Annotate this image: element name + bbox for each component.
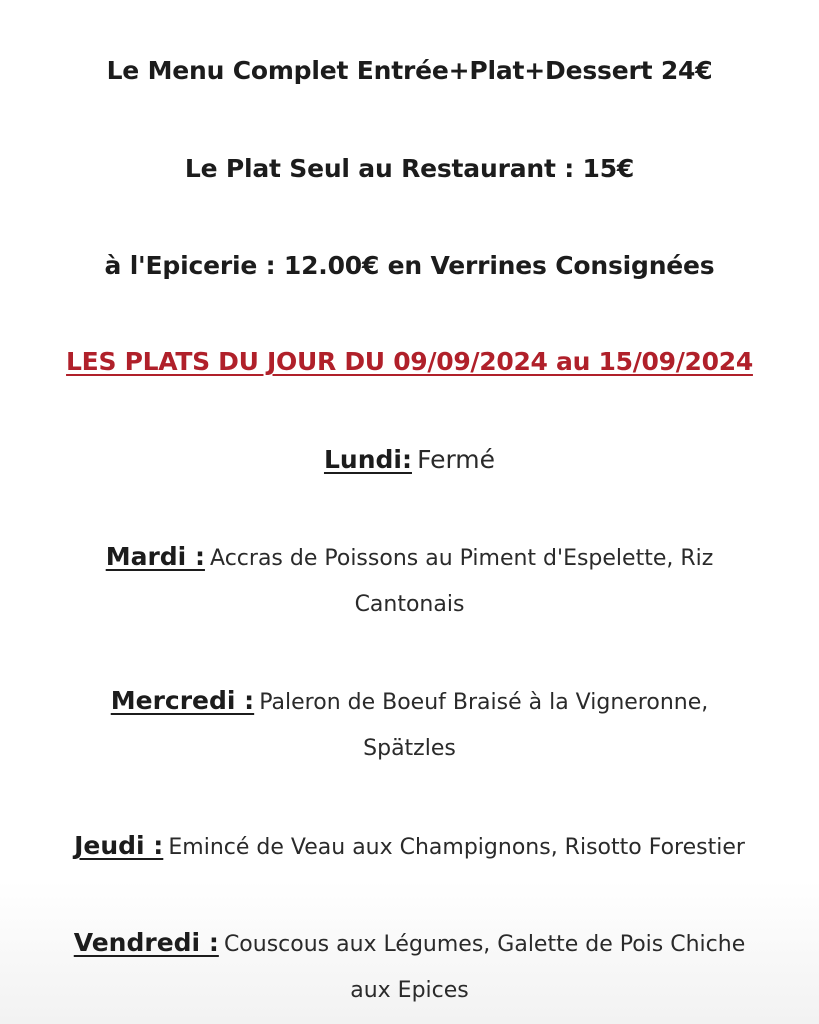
day-label-mercredi: Mercredi : — [110, 686, 255, 715]
day-lundi — [0, 445, 819, 474]
dish-mardi-line1: Accras de Poissons au Piment d'Espelette, Riz — [210, 546, 714, 571]
plat-seul-price: Le Plat Seul au Restaurant : 15€ — [184, 154, 635, 183]
dish-mardi-line2: Cantonais — [354, 592, 465, 617]
dish-jeudi: Emincé de Veau aux Champignons, Risotto Forestier — [168, 835, 745, 860]
day-vendredi — [0, 928, 819, 957]
day-label-lundi: Lundi: — [323, 445, 412, 474]
day-label-jeudi: Jeudi : — [74, 831, 164, 860]
epicerie-price: à l'Epicerie : 12.00€ en Verrines Consignées — [104, 251, 715, 280]
dish-mercredi-line1: Paleron de Boeuf Braisé à la Vigneronne, — [259, 690, 709, 715]
day-mercredi — [0, 686, 819, 715]
week-header: LES PLATS DU JOUR DU 09/09/2024 au 15/09/2024 — [66, 347, 753, 376]
day-jeudi — [0, 831, 819, 860]
day-mardi — [0, 542, 819, 571]
dish-lundi: Fermé — [417, 445, 496, 474]
day-label-mardi: Mardi : — [105, 542, 205, 571]
day-label-vendredi: Vendredi : — [73, 928, 219, 957]
dish-vendredi-line1: Couscous aux Légumes, Galette de Pois Chiche — [223, 932, 746, 957]
dish-vendredi-line2: aux Epices — [350, 978, 469, 1003]
dish-mercredi-line2: Spätzles — [363, 736, 456, 761]
menu-complet-price: Le Menu Complet Entrée+Plat+Dessert 24€ — [106, 56, 713, 85]
